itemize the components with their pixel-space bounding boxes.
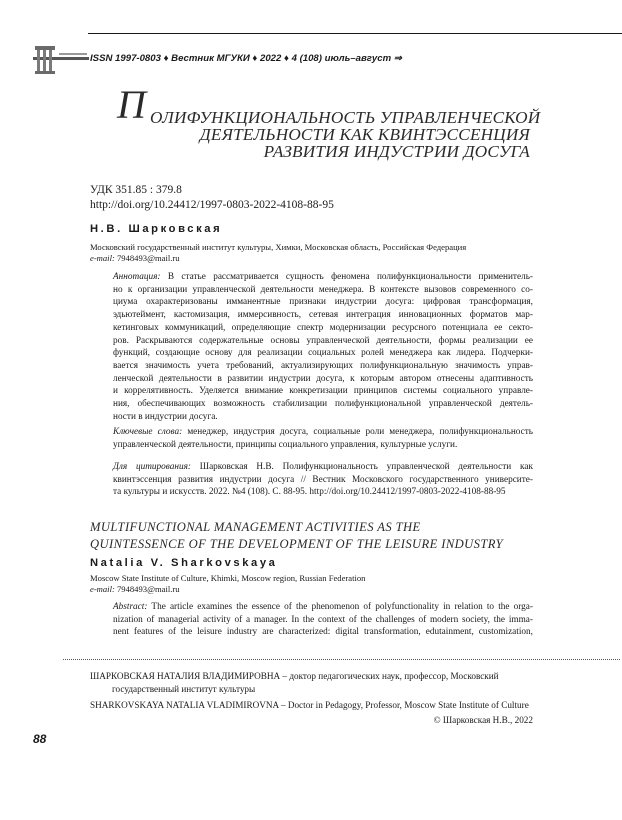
- udk: УДК 351.85 : 379.8: [90, 184, 182, 196]
- author-name-en: Natalia V. Sharkovskaya: [90, 557, 278, 569]
- title-en-line: MULTIFUNCTIONAL MANAGEMENT ACTIVITIES AS THE: [90, 520, 421, 534]
- columns-logo-icon: [33, 43, 89, 75]
- abstract-ru-line: В статье рассматривается сущность феномена полифункциональности применитель-: [160, 272, 533, 282]
- abstract-ru-line: ленческой деятельности в развитии индустрии досуга, к которым автором отнесены адаптивность: [113, 373, 533, 384]
- title-line-1: ОЛИФУНКЦИОНАЛЬНОСТЬ УПРАВЛЕНЧЕСКОЙ: [150, 108, 541, 127]
- title-drop-cap: П: [117, 82, 147, 127]
- footnote-divider: [63, 659, 620, 660]
- citation-ru-line: та культуры и искусств. 2022. №4 (108). С. 88-95. http://doi.org/10.24412/1997-0803-2022-4108-88-95: [113, 487, 506, 498]
- abstract-ru-line: ности в индустрии досуга.: [113, 411, 218, 422]
- footnote-ru-line: ШАРКОВСКАЯ НАТАЛИЯ ВЛАДИМИРОВНА – доктор педагогических наук, профессор, Московский: [90, 671, 499, 681]
- abstract-en: [113, 601, 533, 639]
- affiliation-en: Moscow State Institute of Culture, Khimki, Moscow region, Russian Federation: [90, 573, 366, 583]
- title-line-3: РАЗВИТИЯ ИНДУСТРИИ ДОСУГА: [263, 142, 530, 161]
- abstract-en-line: nent features of the leisure industry are characterized: digital transformation, edutainment, customization,: [113, 627, 533, 638]
- citation-ru: [113, 461, 533, 499]
- abstract-ru-line: кетинговых коммуникаций, определяющие спектр модернизации ресурсного потенциала ее секто-: [113, 322, 533, 333]
- abstract-label-en: Abstract:: [113, 602, 148, 612]
- email-ru[interactable]: 7948493@mail.ru: [116, 253, 180, 263]
- citation-ru-line: квинтэссенция развития индустрии досуга // Вестник Московского государственного университе-: [113, 474, 533, 485]
- footnote-author-en: SHARKOVSKAYA NATALIA VLADIMIROVNA – Doctor in Pedagogy, Professor, Moscow State Institute of Culture: [90, 700, 529, 710]
- citation-label-ru: Для цитирования:: [113, 462, 191, 472]
- citation-ru-line: Шарковская Н.В. Полифункциональность управленческой деятельности как: [190, 462, 533, 472]
- abstract-ru-line: ров. Раскрываются содержательные основы управленческой деятельности, формы реализации ее: [113, 335, 533, 346]
- header-rule: [88, 33, 622, 34]
- email-en-row: [90, 584, 180, 594]
- affiliation-ru: Московский государственный институт культуры, Химки, Московская область, Российская Федерация: [90, 242, 467, 252]
- copyright: © Шарковская Н.В., 2022: [433, 715, 533, 725]
- abstract-ru: [113, 271, 533, 423]
- abstract-ru-line: эдьютеймент, кастомизация, иммерсивность, сетевая интеграция инновационных форматов мар-: [113, 310, 533, 321]
- abstract-ru-line: ния, обеспечивающих возможность стабилизации полифункциональной управленческой деятель-: [113, 399, 533, 410]
- article-title: [117, 82, 541, 161]
- abstract-ru-line: вается значимость учета требований, актуализирующих полифункциональную значимость управ-: [113, 360, 533, 371]
- article-title-en: [90, 519, 503, 552]
- abstract-en-line: The article examines the essence of the phenomenon of polyfunctionality in relation to the orga-: [147, 602, 533, 612]
- abstract-ru-line: но к организации управленческой деятельности менеджера. В контексте вызовов современного со-: [113, 284, 533, 295]
- footnote-author-ru: [90, 670, 535, 695]
- keywords-ru-line: управленческой деятельности, принципы социального управления, культурные услуги.: [113, 439, 458, 450]
- keywords-label-ru: Ключевые слова:: [113, 427, 183, 437]
- title-line-2: ДЕЯТЕЛЬНОСТИ КАК КВИНТЭССЕНЦИЯ: [199, 125, 530, 144]
- keywords-ru: [113, 426, 533, 451]
- email-label-en: e-mail:: [90, 584, 115, 594]
- journal-header: ISSN 1997-0803 ♦ Вестник МГУКИ ♦ 2022 ♦ 4 (108) июль–август ⇒: [90, 53, 402, 64]
- email-en[interactable]: 7948493@mail.ru: [116, 584, 180, 594]
- abstract-ru-line: функций, создающие основу для реализации социальных ролей менеджера как лидера. Подчерки-: [113, 348, 533, 359]
- title-en-line: QUINTESSENCE OF THE DEVELOPMENT OF THE LEISURE INDUSTRY: [90, 536, 504, 551]
- doi-link[interactable]: http://doi.org/10.24412/1997-0803-2022-4108-88-95: [90, 199, 334, 211]
- abstract-label-ru: Аннотация:: [113, 272, 161, 282]
- email-ru-row: [90, 253, 180, 263]
- abstract-ru-line: и коррелятивность. Уделяется внимание конкретизации принципов системы социального управле-: [113, 386, 533, 397]
- email-label-ru: e-mail:: [90, 253, 115, 263]
- footnote-ru-line: государственный институт культуры: [112, 683, 256, 694]
- abstract-ru-line: циума охарактеризованы имманентные признаки индустрии досуга: цифровая трансформация,: [113, 297, 533, 308]
- abstract-en-line: nization of managerial activity of a manager. In the context of the challenges of modern society, the imma-: [113, 614, 533, 625]
- keywords-ru-line: менеджер, индустрия досуга, социальные роли менеджера, полифункциональность: [182, 427, 533, 437]
- author-name-ru: Н.В. Шарковская: [90, 223, 223, 235]
- page-number: 88: [33, 732, 47, 746]
